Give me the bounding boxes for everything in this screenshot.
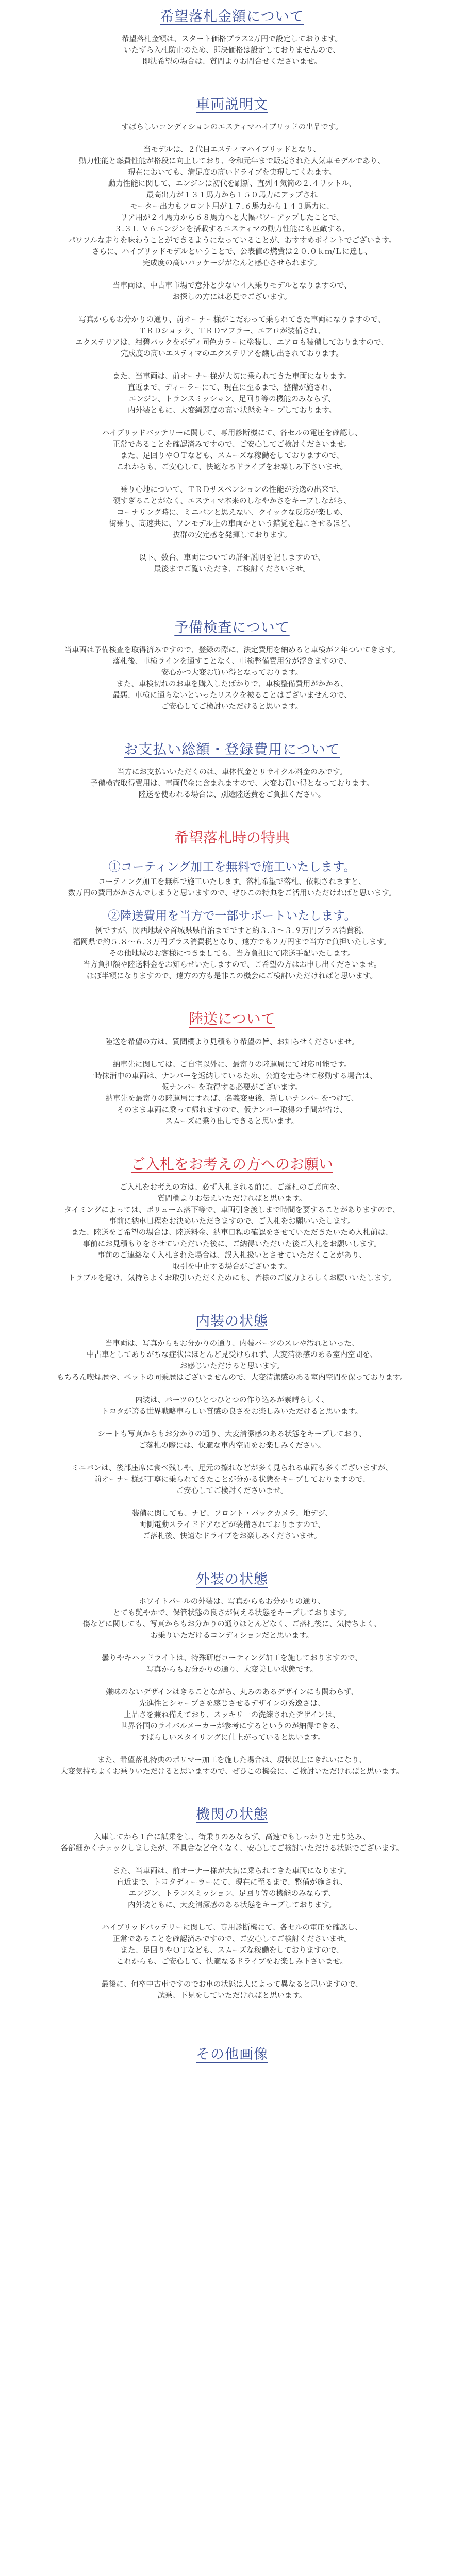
paragraph: ハイブリッドバッテリーに関して、専用診断機にて、各セルの電圧を確認し、 正常であることを確認済みですので、ご安心してご検討くださいませ。 また、足回りやＯＴなども、スムーズな稼働をしておりますので、 これからも、ご安心して、快適なるドライブをお楽しみ下さいませ。	[102, 429, 362, 471]
paragraph: ミニバンは、後部座席に食べ残しや、足元の擦れなどが多く見られる車両も多くございますが、 前オーナー様が丁寧に乗られてきたことが分かる状態をキープしておりますので、 ご安心してご検討くださいませ。	[71, 1464, 393, 1495]
section-mechanical	[0, 1798, 464, 2002]
paragraph: 当車両は、写真からもお分かりの通り、内装パーツのスレや汚れといった、 中古車としてありがちな症状はほとんど見受けられず、大変清潔感のある室内空間を、 お感じいただけると思います。 もちろん喫煙歴や、ペットの同乗歴はございませんので、大変清潔感のある室内空間を保っております。	[57, 1340, 407, 1382]
paragraph: 陸送を希望の方は、質問欄より見積もり希望の旨、お知らせくださいませ。	[105, 1038, 359, 1046]
paragraph: また、希望落札特典のポリマー加工を施した場合は、現状以上にきれいになり、 大変気持ちよくお乗りいただけると思いますので、ぜひこの機会に、ご検討いただければと思います。	[60, 1756, 404, 1776]
section-title: 希望落札時の特典	[174, 829, 290, 846]
section-title: その他画像	[196, 2046, 268, 2062]
paragraph: ホワイトパールの外装は、写真からもお分かりの通り、 とても艶やかで、保管状態の良さが伺える状態をキープしております。 傷などに関しても、写真からもお分かりの通りほとんどなく、ご落札後に、気持ちよく、 お乗りいただけるコンディションだと思います。	[82, 1598, 382, 1640]
section-title: 希望落札金額について	[160, 9, 304, 25]
section-title: ご入札をお考えの方へのお願い	[130, 1156, 333, 1173]
section-bonus	[0, 821, 464, 982]
section-vehicle-description	[0, 88, 464, 575]
paragraph: ハイブリッドバッテリーに関して、専用診断機にて、各セルの電圧を確認し、 正常であることを確認済みですので、ご安心してご検討くださいませ。 また、足回りやＯＴなども、スムーズな稼働をしておりますので、 これからも、ご安心して、快適なるドライブをお楽しみ下さいませ。	[102, 1924, 362, 1966]
paragraph: 希望落札金額は、スタート価格プラス2万円で設定しております。 いたずら入札防止のため、即決価格は設定しておりませんので、 即決希望の場合は、質問よりお問合せくださいませ。	[121, 35, 343, 66]
section-title: お支払い総額・登録費用について	[124, 742, 340, 758]
paragraph: 例ですが、関西地域や首城県県自治までですと約３.３〜３.９万円プラス消費税、 福岡県で約５.８〜６.３万円プラス消費税となり、遠方でも２万円まで当方で負担いたします。 その他地域のお客様につきましても、当方負担にて陸送手配いたします。 当方負担額や陸送料金をお知らせいたしますので、ご希望の方はお申し出くださいませ。 ほぼ半額になりますので、遠方の方も是非この機会にご検討いただければと思います。	[73, 927, 391, 980]
paragraph: 当車両は、中古車市場で意外と少ない４人乗りモデルとなりますので、 お探しの方には必見でございます。	[112, 282, 352, 301]
paragraph: コーティング加工を無料で施工いたします。落札希望で落札、依頼されますと、 数万円の費用がかさんでしまうと思いますので、ぜひこの特典をご活用いただければと思います。	[68, 878, 396, 897]
section-transport	[0, 1003, 464, 1127]
paragraph: 以下、数台、車両についての詳細説明を記しますので、 最後までご覧いただき、ご検討くださいませ。	[139, 554, 325, 573]
section-title: 内装の状態	[196, 1313, 268, 1329]
paragraph: 納車先に関しては、ご自宅以外に、最寄りの陸運局にて対応可能です。 一時抹消中の車両は、ナンバーを返納しているため、公道を走らせて移動する場合は、 仮ナンバーを取得する必要がございます。 納車先を最寄りの陸運局にすれば、名義変更後、新しいナンバーをつけて、 そのまま車両に乗って帰れますので、仮ナンバー取得の手間が省け、 スムーズに乗り出しできると思います。	[87, 1061, 377, 1126]
paragraph: 最後に、何卒中古車ですのでお車の状態は人によって異なると思いますので、 試乗、下見をしていただければと思います。	[101, 1980, 363, 2000]
section-title: 予備検査について	[174, 620, 290, 636]
section-interior	[0, 1304, 464, 1542]
section-title: 外装の状態	[196, 1571, 268, 1587]
paragraph: また、当車両は、前オーナー様が大切に乗られてきた車両になります。 直近まで、ディーラーにて、現在に至るまで、整備が施され、 エンジン、トランスミッション、足回り等の機能のみならず、 内外装ともに、大変綺麗度の高い状態をキープしております。	[112, 372, 352, 415]
section-title: 陸送について	[189, 1010, 275, 1027]
paragraph: 嫌味のないデザインはきることながら、丸みのあるデザインにも関わらず、 先進性とシャープさを感じさせるデザインの秀逸さは、 上品さを兼ね備えており、スッキリ一の洗練されたデザインは、 世界各国のライバルメーカーが参考にするというのが納得できる、 すばらしいスタイリングに仕上がっていると思います。	[106, 1688, 358, 1742]
paragraph: ご入札をお考えの方は、必ず入札される前に、ご落札のご意向を、 質問欄よりお伝えいただければと思います。 タイミングによっては、ボリューム落下等で、車両引き渡しまで時間を要することがありますので、 事前に納車日程をお決めいただきますので、ご入札をお願いいたします。 また、陸送をご希望の場合は、陸送料金、納車日程の確認をさせていただきたいため入札前は、 事前にお見積もりをさせていただいた後に、ご納得いただいた後ご入札をお願いします。 事前のご連絡なく入札された場合は、誤入札扱いとさせていただくことがあり、 取引を中止する場合がございます。 トラブルを避け、気持ちよくお取引いただくためにも、皆様のご協力よろしくお願いいたします。	[64, 1183, 400, 1282]
section-bidder-request	[0, 1148, 464, 1284]
section-other-images	[0, 2038, 464, 2066]
paragraph: 当方にお支払いいただくのは、車体代金とリサイクル料金のみです。 予備検査取得費用は、車両代金に含まれますので、大変お買い得となっております。 陸送を使われる場合は、別途陸送費をご負担ください。	[90, 768, 374, 799]
subsection-title: ②陸送費用を当方で一部サポートいたします。	[108, 909, 356, 923]
paragraph: 当車両は予備検査を取得済みですので、登録の際に、法定費用を納めると車検が２年ついてきます。 落札後、車検ラインを通すことなく、車検整備費用分が浮きますので、 安心かつ大変お買い得となっております。 また、車検切れのお車を購入したばかりで、車検整備費用がかかる、 最悪、車検に通らないといったリスクを被ることはございませんので、 ご安心してご検討いただけると思います。	[64, 646, 400, 711]
paragraph: 装備に関しても、ナビ、フロント・バックカメラ、地デジ、 両側電動スライドドアなどが装備されておりますので、 ご落札後、快適なドライブをお楽しみくださいませ。	[131, 1510, 333, 1540]
paragraph: 乗り心地について、ＴＲＤサスペンションの性能が秀逸の出来で、 硬すぎることがなく、エスティマ本来のしなやかさをキープしながら、 コーナリング時に、ミニバンと思えない、クイックな反応が楽しめ、 街乗り、高速共に、ワンモデル上の車両かという錯覚を起こさせるほど、 抜群の安定感を発揮しております。	[109, 486, 355, 539]
paragraph: 写真からもお分かりの通り、前オーナー様がこだわって乗られてきた車両になりますので、 ＴＲＤショック、ＴＲＤマフラー、エアロが装備され、 エクステリアは、紺碧バックをボディ同色カラーに塗装し、エアロも装備しておりますので、 完成度の高いエスティマのエクステリアを醸し出されております。	[75, 316, 389, 358]
paragraph: 入庫してから１台に試乗をし、街乗りのみならず、高速でもしっかりと走り込み、 各部細かくチェックしましたが、不具合など全くなく、安心してご検討いただける状態でございます。	[60, 1833, 404, 1853]
section-price	[0, 0, 464, 67]
paragraph: また、当車両は、前オーナー様が大切に乗られてきた車両になります。 直近まで、トヨタディーラーにて、現在に至るまで、整備が施され、 エンジン、トランスミッション、足回り等の機能のみならず、 内外装ともに、大変清潔感のある状態をキープしております。	[112, 1867, 352, 1909]
paragraph: 当モデルは、２代目エスティマハイブリッドとなり、 動力性能と燃費性能が格段に向上しており、令和元年まで販売された人気車モデルであり、 現在においても、満足度の高いドライブを実現してくれます。 動力性能に関して、エンジンは初代を刷新、直列４気筒の２.４リットル、 最高出力が１３１馬力から１５０馬力にアップされ モーター出力もフロント用が１７.６馬力から１４３馬力に、 リア用が２４馬力から６８馬力へと大幅パワーアップしたことで、 ３.３Ｌ Ｖ６エンジンを搭載するエスティマの動力性能にも匹敵する、 パワフルな走りを味わうことができるようになっていることが、おすすめポイントでございます。 さらに、ハイブリッドモデルということで、公表値の燃費は２０.０ｋｍ/Ｌに達し、 完成度の高いパッケージがなんと感心させられます。	[68, 146, 396, 267]
section-title: 機関の状態	[196, 1807, 268, 1823]
paragraph: 曇りやキハッドライトは、特殊研磨コーティング加工を施しておりますので、 写真からもお分かりの通り、大変美しい状態です。	[102, 1654, 362, 1674]
paragraph: 内装は、パーツのひとつひとつの作り込みが素晴らしく、 トヨタが誇る世界戦略車らしい質感の良さをお楽しみいただけると思います。	[101, 1396, 363, 1416]
section-pre-inspection	[0, 611, 464, 713]
paragraph: シートも写真からもお分かりの通り、大変清潔感のある状態をキープしており、 ご落札の際には、快適な車内空間をお楽しみください。	[97, 1430, 367, 1450]
section-payment	[0, 733, 464, 801]
subsection-title: ①コーティング加工を無料で施工いたします。	[108, 860, 356, 874]
paragraph: すばらしいコンディションのエスティマハイブリッドの出品です。	[121, 123, 343, 131]
section-title: 車両説明文	[196, 97, 268, 113]
section-exterior	[0, 1563, 464, 1777]
